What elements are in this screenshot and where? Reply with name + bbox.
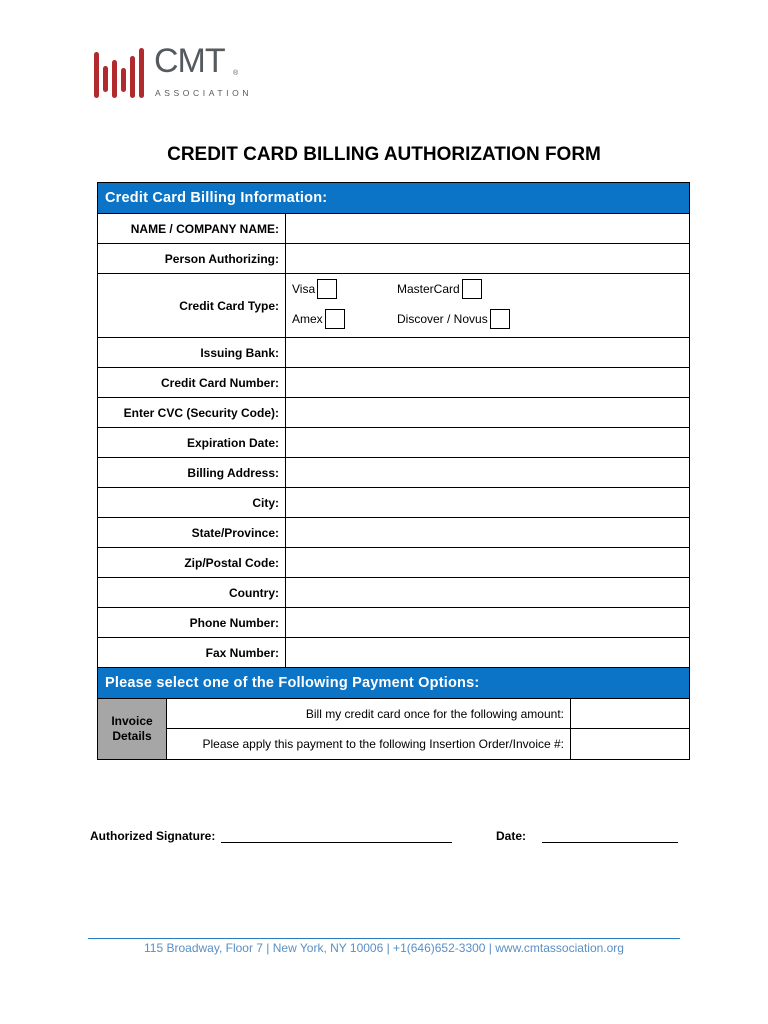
payment-section-heading: Please select one of the Following Payment Options: (98, 668, 689, 699)
field-label: Enter CVC (Security Code): (98, 398, 286, 427)
amex-checkbox[interactable] (325, 309, 345, 329)
invoice-label-line: Invoice (111, 714, 153, 728)
billing-section-heading: Credit Card Billing Information: (98, 183, 689, 214)
date-label: Date: (496, 829, 527, 843)
zip-postal-field[interactable] (286, 548, 689, 577)
page-title: CREDIT CARD BILLING AUTHORIZATION FORM (167, 144, 601, 165)
form-row-state (98, 518, 689, 548)
card-option-label: MasterCard (397, 282, 460, 296)
logo-bars-icon (92, 46, 152, 102)
country-field[interactable] (286, 578, 689, 607)
fax-number-field[interactable] (286, 638, 689, 667)
form-row-city (98, 488, 689, 518)
card-option-discover (397, 309, 510, 329)
form-row-fax (98, 638, 689, 668)
billing-form (97, 182, 690, 760)
field-label: Issuing Bank: (98, 338, 286, 367)
expiration-date-field[interactable] (286, 428, 689, 457)
payment-option-label: Please apply this payment to the following Insertion Order/Invoice #: (167, 729, 571, 759)
form-row-name (98, 214, 689, 244)
invoice-details-label (98, 699, 167, 759)
invoice-label-line: Details (112, 729, 152, 743)
logo-text: CMT (154, 42, 225, 80)
form-row-card-type (98, 274, 689, 338)
field-label: Billing Address: (98, 458, 286, 487)
amount-field[interactable] (571, 699, 689, 728)
card-option-label: Discover / Novus (397, 312, 488, 326)
cmt-logo (92, 42, 253, 102)
form-row-expiration (98, 428, 689, 458)
billing-address-field[interactable] (286, 458, 689, 487)
payment-option-row (167, 729, 689, 759)
form-row-cvc (98, 398, 689, 428)
field-label: Credit Card Type: (98, 274, 286, 337)
date-line[interactable] (542, 842, 678, 843)
discover-checkbox[interactable] (490, 309, 510, 329)
payment-options (167, 699, 689, 759)
field-label: Fax Number: (98, 638, 286, 667)
invoice-number-field[interactable] (571, 729, 689, 759)
card-option-mastercard (397, 279, 482, 299)
field-label: Zip/Postal Code: (98, 548, 286, 577)
card-option-visa (292, 279, 337, 299)
payment-option-row (167, 699, 689, 729)
form-row-bank (98, 338, 689, 368)
field-label: Phone Number: (98, 608, 286, 637)
footer-contact: 115 Broadway, Floor 7 | New York, NY 10006 | +1(646)652-3300 | www.cmtassociation.org (144, 941, 624, 955)
invoice-details (98, 699, 689, 759)
field-label: State/Province: (98, 518, 286, 547)
city-field[interactable] (286, 488, 689, 517)
form-row-person (98, 244, 689, 274)
field-label: City: (98, 488, 286, 517)
phone-number-field[interactable] (286, 608, 689, 637)
logo-registered-mark: ® (233, 70, 239, 77)
card-number-field[interactable] (286, 368, 689, 397)
state-province-field[interactable] (286, 518, 689, 547)
person-authorizing-field[interactable] (286, 244, 689, 273)
form-row-card-number (98, 368, 689, 398)
field-label: NAME / COMPANY NAME: (98, 214, 286, 243)
issuing-bank-field[interactable] (286, 338, 689, 367)
card-type-options (286, 274, 689, 337)
field-label: Credit Card Number: (98, 368, 286, 397)
payment-option-label: Bill my credit card once for the following amount: (167, 699, 571, 728)
form-row-phone (98, 608, 689, 638)
field-label: Country: (98, 578, 286, 607)
cvc-field[interactable] (286, 398, 689, 427)
mastercard-checkbox[interactable] (462, 279, 482, 299)
field-label: Expiration Date: (98, 428, 286, 457)
signature-line[interactable] (221, 842, 452, 843)
form-row-zip (98, 548, 689, 578)
footer-divider (88, 938, 680, 939)
visa-checkbox[interactable] (317, 279, 337, 299)
card-option-amex (292, 309, 345, 329)
logo-subtitle: ASSOCIATION (155, 88, 253, 98)
form-row-country (98, 578, 689, 608)
name-company-field[interactable] (286, 214, 689, 243)
card-option-label: Visa (292, 282, 316, 296)
authorized-signature-label: Authorized Signature: (90, 829, 216, 843)
form-row-address (98, 458, 689, 488)
card-option-label: Amex (292, 312, 323, 326)
field-label: Person Authorizing: (98, 244, 286, 273)
